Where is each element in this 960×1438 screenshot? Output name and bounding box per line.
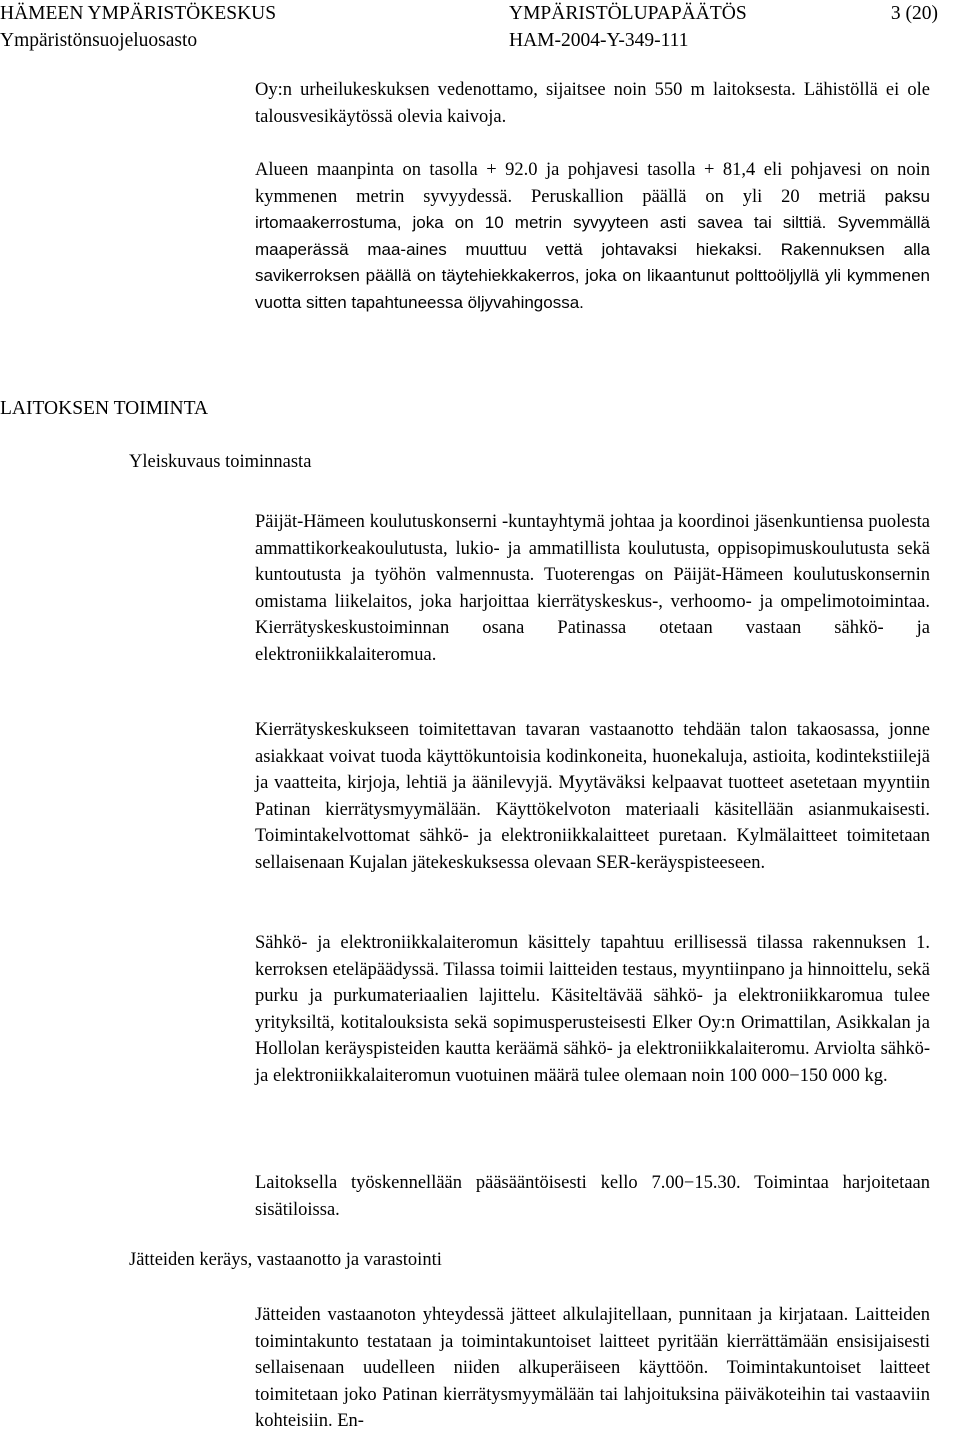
- document-type: YMPÄRISTÖLUPAPÄÄTÖS: [509, 3, 747, 24]
- overview-paragraph-3: Sähkö- ja elektroniikkalaiteromun käsittely tapahtuu erillisessä tilassa rakennuksen 1. kerroksen eteläpäädyssä. Tilassa toimii laitteiden testaus, myyntiinpano ja hinnoittelu, sekä purku ja purkumateriaalien lajittelu. Käsiteltävää sähkö- ja elektroniikkaromua tulee yrityksiltä, kotitalouksista sekä sopimusperusteisesti Elker Oy:n Orimattilan, Asikkalan ja Hollolan keräyspisteiden kautta keräämä sähkö- ja elektroniikkalaiteromu. Arviolta sähkö- ja elektroniikkalaiteromun vuotuinen määrä tulee olemaan noin 100 000−150 000 kg.: [255, 933, 930, 1086]
- section-title: LAITOKSEN TOIMINTA: [0, 398, 209, 419]
- organization-name: HÄMEEN YMPÄRISTÖKESKUS: [0, 3, 277, 24]
- groundwater-text-c: Rakennuksen alla savikerroksen päällä on täytehiekkakerros, joka on likaantunut polttoöljyllä yli kymmenen vuotta sitten tapahtuneessa öljyvahingossa.: [255, 239, 930, 312]
- collection-heading: Jätteiden keräys, vastaanotto ja varastointi: [129, 1250, 442, 1270]
- department-name: Ympäristönsuojeluosasto: [0, 30, 198, 51]
- document-id: HAM-2004-Y-349-111: [509, 30, 689, 51]
- page-header: [0, 0, 960, 54]
- collection-paragraph-1: Jätteiden vastaanoton yhteydessä jätteet alkulajitellaan, punnitaan ja kirjataan. Laitteiden toimintakunto testataan ja toimintakuntoiset laitteet pyritään kierrättämään ensisijaisesti sellaisenaan uudelleen niiden alkuperäiseen käyttöön. Toimintakuntoiset laitteet toimitetaan joko Patinan kierrätysmyymälään tai lahjoituksina päiväkoteihin tai vastaaviin kohteisiin. En-: [255, 1305, 930, 1432]
- groundwater-text-b: paksu irtomaakerrostuma, joka on 10 metrin syvyyteen asti savea tai silttiä. Syvemmällä maaperässä maa-aines muuttuu vettä johtavaksi hiekaksi.: [255, 186, 931, 259]
- overview-paragraph-4: Laitoksella työskennellään pääsääntöisesti kello 7.00−15.30. Toimintaa harjoitetaan sisätiloissa.: [255, 1173, 930, 1220]
- page-number: 3 (20): [890, 3, 938, 24]
- intro-paragraph-wells: Oy:n urheilukeskuksen vedenottamo, sijaitsee noin 550 m laitoksesta. Lähistöllä ei ole talousvesikäytössä olevia kaivoja.: [255, 80, 930, 127]
- intro-paragraph-groundwater: [255, 157, 930, 317]
- overview-paragraph-1: Päijät-Hämeen koulutuskonserni -kuntayhtymä johtaa ja koordinoi jäsenkuntiensa puolesta ammattikorkeakoulutusta, lukio- ja ammatillista koulutusta, oppisopimuskoulutusta sekä kuntoutusta ja työhön valmennusta. Tuoterengas on Päijät-Hämeen koulutuskonsernin omistama liikelaitos, joka harjoittaa kierrätyskeskus-, verhoomo- ja ompelimotoimintaa. Kierrätyskeskustoiminnan osana Patinassa otetaan vastaan sähkö- ja elektroniikkalaiteromua.: [255, 512, 930, 665]
- groundwater-text-a: Alueen maanpinta on tasolla + 92.0 ja pohjavesi tasolla + 81,4 eli pohjavesi on noin kymmenen metrin syvyydessä. Peruskallion päällä on yli 20 metriä: [255, 160, 930, 207]
- overview-paragraph-2: Kierrätyskeskukseen toimitettavan tavaran vastaanotto tehdään talon takaosassa, jonne asiakkaat voivat tuoda käyttökuntoisia kodinkoneita, huonekaluja, astioita, kodintekstiilejä ja vaatteita, kirjoja, lehtiä ja äänilevyjä. Myytäväksi kelpaavat tuotteet asetetaan myyntiin Patinan kierrätysmyymälään. Käyttökelvoton materiaali käsitellään asianmukaisesti. Toimintakelvottomat sähkö- ja elektroniikkalaitteet puretaan. Kylmälaitteet toimitetaan sellaisenaan Kujalan jätekeskuksessa olevaan SER-keräyspisteeseen.: [255, 720, 930, 873]
- overview-heading: Yleiskuvaus toiminnasta: [129, 452, 312, 472]
